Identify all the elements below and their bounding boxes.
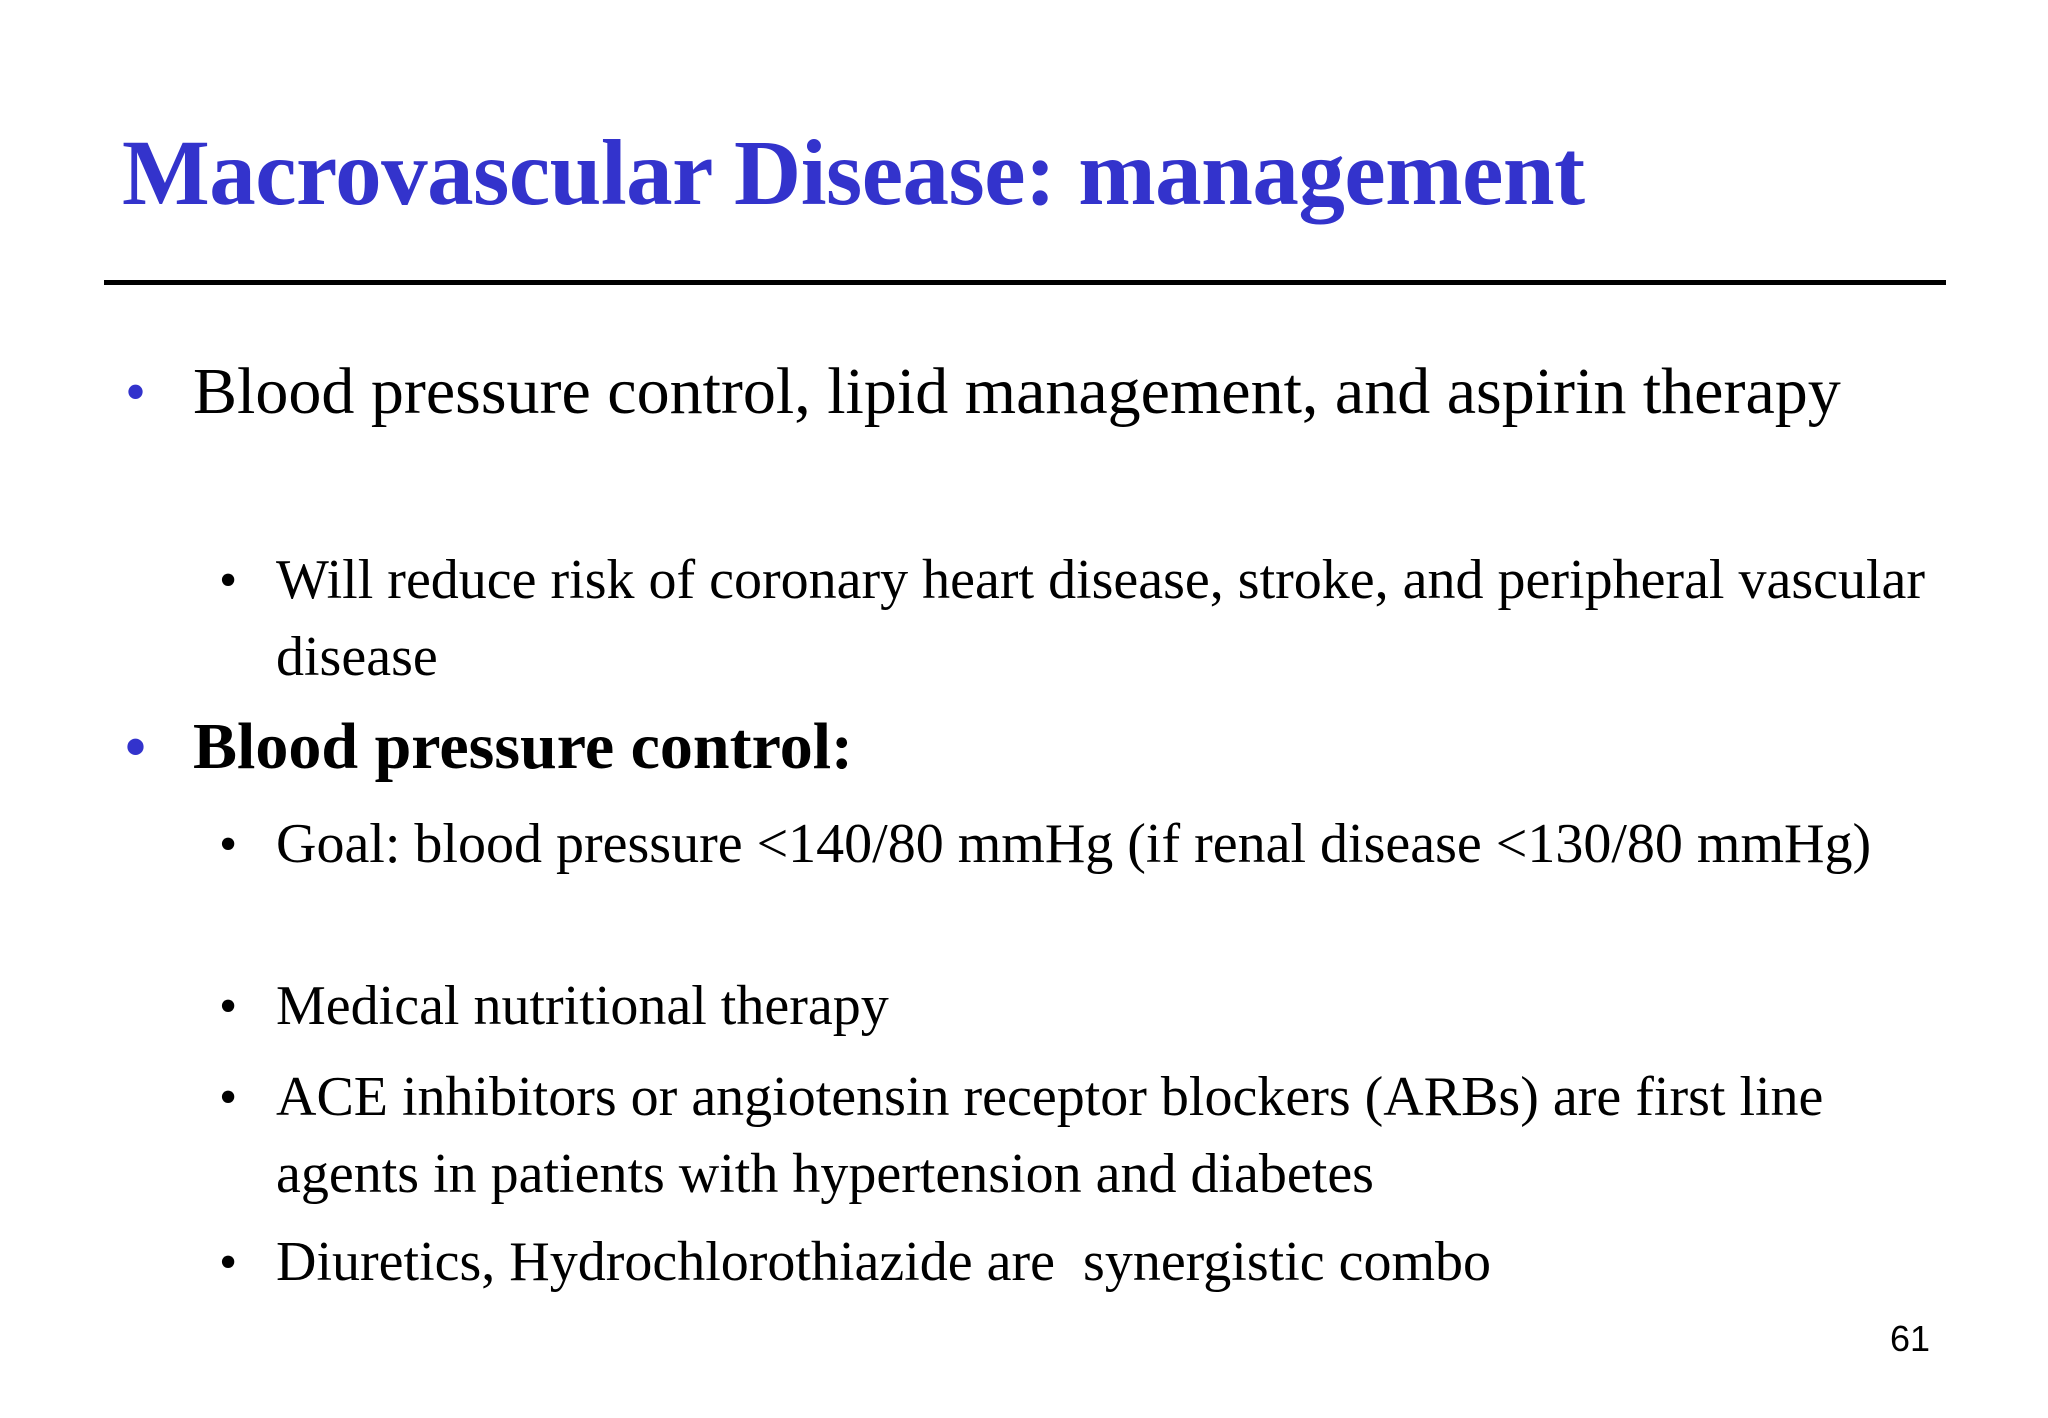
sub-bullet-text: Goal: blood pressure <140/80 mmHg (if renal disease <130/80 mmHg): [276, 813, 1872, 875]
sub-bullet-icon: •: [219, 816, 238, 873]
sub-bullet-text: Diuretics, Hydrochlorothiazide are synergistic combo: [276, 1231, 1492, 1293]
sub-bullet-text: ACE inhibitors or angiotensin receptor blockers (ARBs) are first line agents in patients with hypertension and diabetes: [276, 1066, 1824, 1205]
sub-bullet-item: [219, 806, 1936, 883]
bullet-text: Blood pressure control, lipid management, and aspirin therapy: [193, 355, 1841, 428]
sub-bullet-item: [219, 542, 1936, 696]
sub-bullet-icon: •: [219, 552, 238, 609]
bullet-text: Blood pressure control:: [193, 710, 854, 783]
sub-bullet-text: Will reduce risk of coronary heart disease, stroke, and peripheral vascular disease: [276, 549, 1926, 688]
sub-bullet-icon: •: [219, 1069, 238, 1126]
sub-bullet-item: [219, 1059, 1936, 1213]
bullet-item: [125, 703, 1893, 791]
sub-bullet-item: [219, 1224, 1936, 1301]
bullet-icon: •: [125, 359, 147, 425]
bullet-icon: •: [125, 714, 147, 780]
title-divider: [104, 280, 1946, 285]
slide-title: Macrovascular Disease: management: [122, 122, 1585, 225]
page-number: 61: [1890, 1318, 1931, 1359]
sub-bullet-icon: •: [219, 978, 238, 1035]
bullet-item: [125, 348, 1893, 436]
sub-bullet-item: [219, 968, 1936, 1045]
sub-bullet-icon: •: [219, 1234, 238, 1291]
sub-bullet-text: Medical nutritional therapy: [276, 975, 889, 1037]
